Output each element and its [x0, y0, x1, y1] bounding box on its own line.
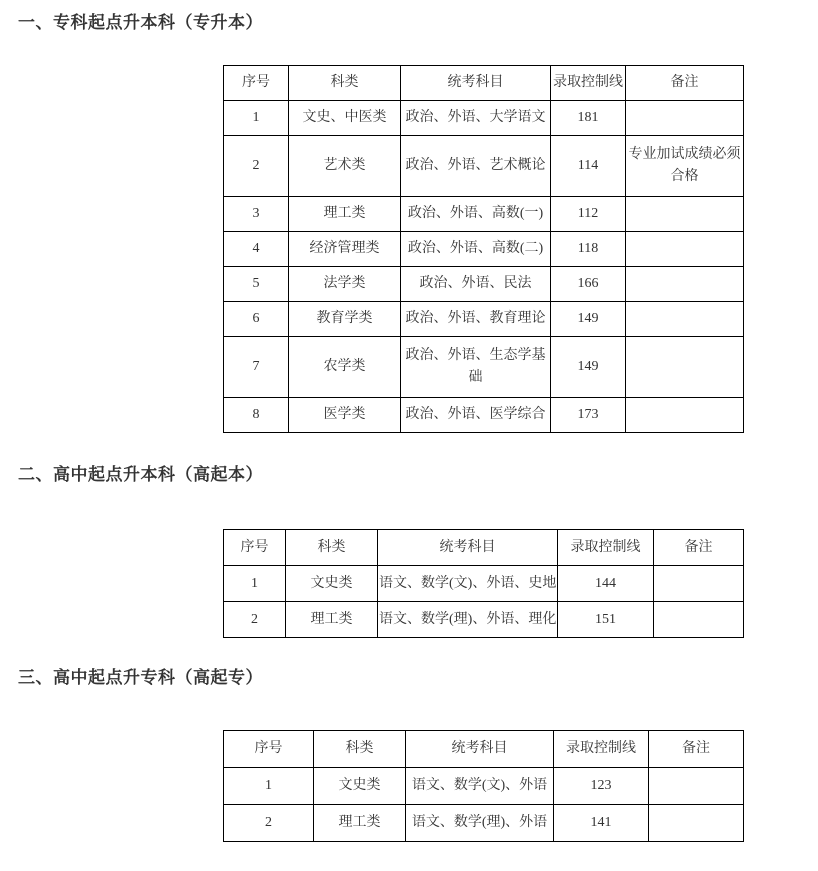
cell-seq: 1: [224, 566, 286, 602]
section-3-heading: 三、高中起点升专科（高起专）: [18, 668, 263, 687]
cell-seq: 6: [224, 302, 289, 337]
cell-remark: [626, 398, 744, 433]
cell-seq: 1: [224, 101, 289, 136]
col-header-control-line: 录取控制线: [554, 731, 649, 768]
cell-category: 理工类: [289, 197, 401, 232]
col-header-category: 科类: [289, 66, 401, 101]
cell-subjects: 语文、数学(理)、外语: [406, 805, 554, 842]
col-header-category: 科类: [314, 731, 406, 768]
cell-seq: 2: [224, 805, 314, 842]
col-header-seq: 序号: [224, 731, 314, 768]
cell-remark: [626, 197, 744, 232]
cell-remark: 专业加试成绩必须合格: [626, 136, 744, 197]
cell-control-line: 149: [551, 302, 626, 337]
section-gaoqiben: [0, 466, 818, 638]
cell-category: 理工类: [286, 602, 378, 638]
table-row: [224, 805, 744, 842]
cell-subjects: 政治、外语、艺术概论: [401, 136, 551, 197]
cell-control-line: 151: [558, 602, 654, 638]
cell-subjects: 语文、数学(文)、外语、史地: [378, 566, 558, 602]
cell-category: 艺术类: [289, 136, 401, 197]
cell-seq: 2: [224, 136, 289, 197]
cell-seq: 8: [224, 398, 289, 433]
cell-remark: [649, 805, 744, 842]
table-row: [224, 768, 744, 805]
col-header-remark: 备注: [654, 530, 744, 566]
table-row: [224, 101, 744, 136]
col-header-control-line: 录取控制线: [558, 530, 654, 566]
cell-remark: [626, 101, 744, 136]
cell-seq: 3: [224, 197, 289, 232]
cell-subjects: 政治、外语、教育理论: [401, 302, 551, 337]
section-gaoqizhuan: [0, 669, 818, 842]
cell-control-line: 144: [558, 566, 654, 602]
cell-remark: [626, 267, 744, 302]
col-header-seq: 序号: [224, 66, 289, 101]
cell-category: 经济管理类: [289, 232, 401, 267]
cell-category: 农学类: [289, 337, 401, 398]
table-row: [224, 602, 744, 638]
cell-control-line: 118: [551, 232, 626, 267]
cell-category: 文史、中医类: [289, 101, 401, 136]
col-header-seq: 序号: [224, 530, 286, 566]
col-header-subjects: 统考科目: [378, 530, 558, 566]
col-header-subjects: 统考科目: [406, 731, 554, 768]
cell-remark: [626, 302, 744, 337]
cell-remark: [654, 566, 744, 602]
cell-control-line: 181: [551, 101, 626, 136]
cell-control-line: 114: [551, 136, 626, 197]
table-row: [224, 197, 744, 232]
col-header-remark: 备注: [626, 66, 744, 101]
cell-remark: [626, 232, 744, 267]
table-row: [224, 398, 744, 433]
cell-seq: 2: [224, 602, 286, 638]
table-row: [224, 136, 744, 197]
cell-category: 法学类: [289, 267, 401, 302]
cell-seq: 7: [224, 337, 289, 398]
cell-seq: 4: [224, 232, 289, 267]
cell-subjects: 政治、外语、高数(二): [401, 232, 551, 267]
cell-subjects: 政治、外语、民法: [401, 267, 551, 302]
cell-category: 理工类: [314, 805, 406, 842]
cell-seq: 1: [224, 768, 314, 805]
col-header-category: 科类: [286, 530, 378, 566]
cell-subjects: 语文、数学(理)、外语、理化: [378, 602, 558, 638]
table-header-row: [224, 530, 744, 566]
col-header-remark: 备注: [649, 731, 744, 768]
section-2-heading: 二、高中起点升本科（高起本）: [18, 465, 263, 484]
cell-subjects: 政治、外语、大学语文: [401, 101, 551, 136]
cell-category: 文史类: [286, 566, 378, 602]
table-header-row: [224, 66, 744, 101]
admission-table-gaoqiben: [223, 529, 744, 638]
cell-subjects: 政治、外语、高数(一): [401, 197, 551, 232]
cell-category: 医学类: [289, 398, 401, 433]
section-zhuanshengben: [0, 0, 818, 433]
cell-subjects: 政治、外语、医学综合: [401, 398, 551, 433]
cell-control-line: 123: [554, 768, 649, 805]
table-row: [224, 337, 744, 398]
cell-remark: [654, 602, 744, 638]
cell-category: 文史类: [314, 768, 406, 805]
table-row: [224, 232, 744, 267]
cell-remark: [626, 337, 744, 398]
cell-control-line: 166: [551, 267, 626, 302]
table-row: [224, 302, 744, 337]
cell-control-line: 173: [551, 398, 626, 433]
cell-subjects: 政治、外语、生态学基础: [401, 337, 551, 398]
table-row: [224, 267, 744, 302]
table-header-row: [224, 731, 744, 768]
col-header-control-line: 录取控制线: [551, 66, 626, 101]
section-1-heading: 一、专科起点升本科（专升本）: [18, 13, 263, 32]
admission-table-gaoqizhuan: [223, 730, 744, 842]
table-row: [224, 566, 744, 602]
admission-table-zhuanshengben: [223, 65, 744, 433]
col-header-subjects: 统考科目: [401, 66, 551, 101]
cell-category: 教育学类: [289, 302, 401, 337]
cell-seq: 5: [224, 267, 289, 302]
cell-remark: [649, 768, 744, 805]
cell-subjects: 语文、数学(文)、外语: [406, 768, 554, 805]
cell-control-line: 141: [554, 805, 649, 842]
cell-control-line: 149: [551, 337, 626, 398]
cell-control-line: 112: [551, 197, 626, 232]
